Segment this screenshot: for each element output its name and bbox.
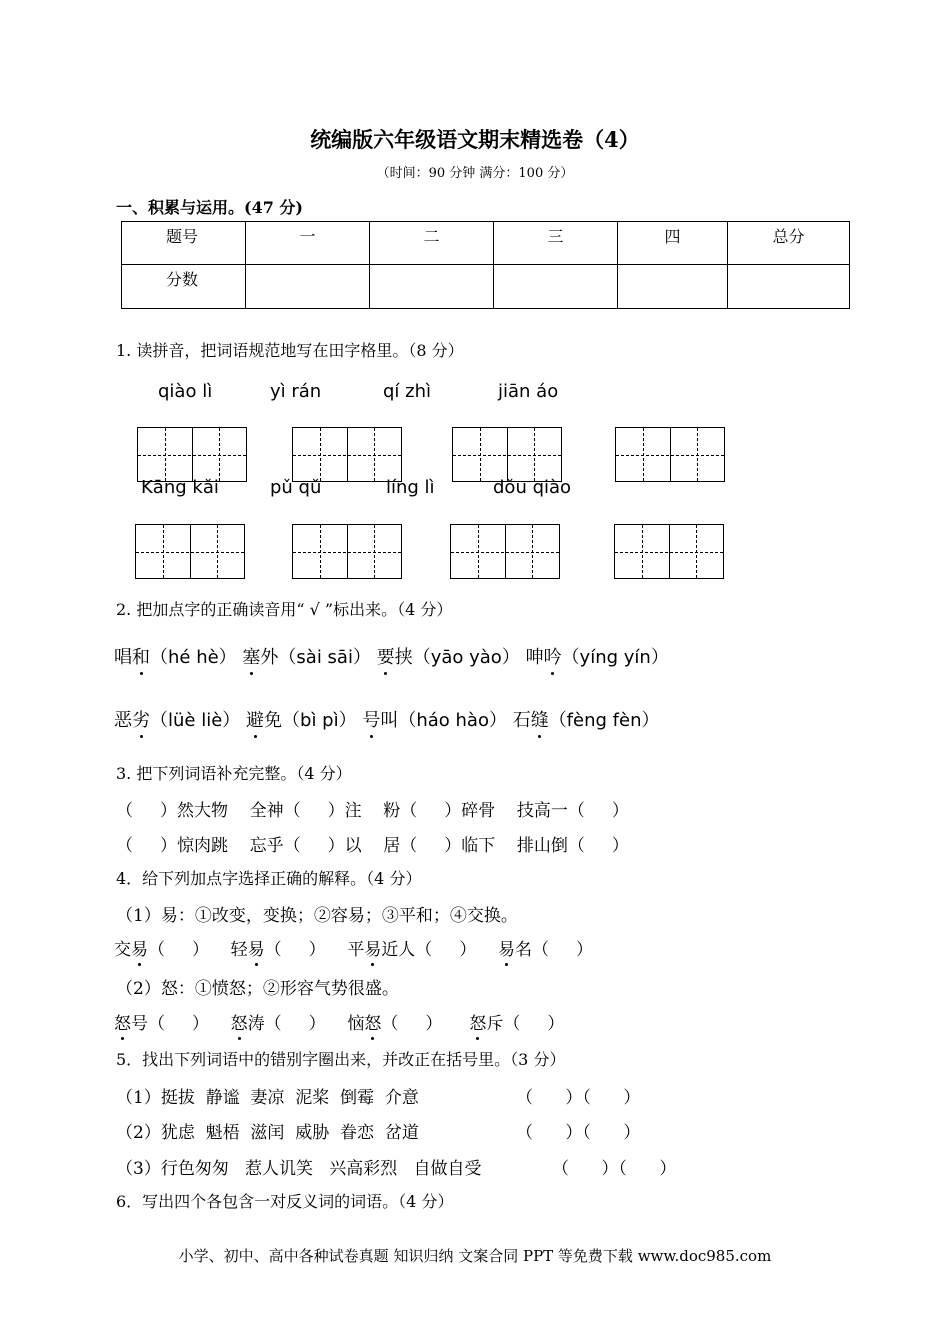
score-header-cell: 四 bbox=[618, 222, 728, 265]
pinyin-label: dǒu qiào bbox=[493, 477, 572, 498]
section-1-heading: 一、积累与运用。(47 分) bbox=[116, 198, 303, 217]
choice-item: 恼怒（ ） bbox=[347, 1014, 442, 1034]
tianzige-box[interactable] bbox=[135, 524, 245, 579]
tianzige-box[interactable] bbox=[450, 524, 560, 579]
question-3: 3. 把下列词语补充完整。（4 分） bbox=[116, 764, 352, 783]
question-4-sub2-items bbox=[114, 1009, 564, 1034]
tianzige-box[interactable] bbox=[137, 427, 247, 482]
pinyin-label: yì rán bbox=[270, 381, 322, 402]
choice-item: 平易近人（ ） bbox=[347, 940, 476, 960]
question-5: 5．找出下列词语中的错别字圈出来，并改正在括号里。（3 分） bbox=[116, 1050, 566, 1069]
page-title: 统编版六年级语文期末精选卷（4） bbox=[310, 127, 640, 152]
choice-item: 怒斥（ ） bbox=[469, 1014, 564, 1034]
reading-item: 石缝（fèng fèn） bbox=[513, 710, 660, 731]
reading-item: 号叫（háo hào） bbox=[362, 710, 507, 731]
reading-item: 塞外（sài sāi） bbox=[242, 647, 371, 668]
tianzige-box[interactable] bbox=[292, 524, 402, 579]
pinyin-label: qí zhì bbox=[383, 381, 432, 402]
pinyin-label: pǔ qǔ bbox=[270, 477, 322, 498]
question-1: 1. 读拼音，把词语规范地写在田字格里。（8 分） bbox=[116, 341, 464, 360]
pinyin-label: líng lì bbox=[386, 477, 435, 498]
exam-info: （时间：90 分钟 满分：100 分） bbox=[376, 166, 574, 181]
question-4-sub1-items bbox=[114, 935, 593, 960]
typo-row: （1）挺拔 静谧 妻凉 泥桨 倒霉 介意 bbox=[116, 1088, 419, 1108]
score-cell[interactable] bbox=[494, 265, 618, 309]
score-header-cell: 二 bbox=[370, 222, 494, 265]
question-4: 4．给下列加点字选择正确的解释。（4 分） bbox=[116, 869, 422, 888]
footer-note: 小学、初中、高中各种试卷真题 知识归纳 文案合同 PPT 等免费下载 www.doc985.com bbox=[178, 1247, 772, 1265]
score-header-cell: 一 bbox=[246, 222, 370, 265]
question-2: 2. 把加点字的正确读音用“ √ ”标出来。（4 分） bbox=[116, 600, 453, 619]
tianzige-box[interactable] bbox=[615, 427, 725, 482]
tianzige-box[interactable] bbox=[292, 427, 402, 482]
score-cell[interactable] bbox=[618, 265, 728, 309]
reading-line-2 bbox=[114, 706, 659, 732]
reading-item: 恶劣（lüè liè） bbox=[114, 710, 240, 731]
pinyin-label: qiào lì bbox=[158, 381, 213, 402]
typo-blanks[interactable]: （ ）（ ） bbox=[516, 1123, 641, 1143]
reading-item: 避免（bì pì） bbox=[246, 710, 357, 731]
score-header-cell: 总分 bbox=[728, 222, 850, 265]
typo-blanks[interactable]: （ ）（ ） bbox=[516, 1088, 641, 1108]
typo-row: （3）行色匆匆 惹人讥笑 兴高彩烈 自做自受 bbox=[116, 1159, 482, 1179]
score-cell[interactable] bbox=[728, 265, 850, 309]
reading-item: 唱和（hé hè） bbox=[114, 647, 237, 668]
score-header-cell: 题号 bbox=[122, 222, 246, 265]
typo-row: （2）犹虑 魁梧 滋闰 威胁 眷恋 岔道 bbox=[116, 1123, 419, 1143]
score-row-label: 分数 bbox=[122, 265, 246, 309]
tianzige-box[interactable] bbox=[614, 524, 724, 579]
question-4-sub2: （2）怒：①愤怒；②形容气势很盛。 bbox=[116, 979, 399, 999]
typo-blanks[interactable]: （ ）（ ） bbox=[552, 1159, 677, 1179]
reading-item: 呻吟（yíng yín） bbox=[526, 647, 669, 668]
idiom-row-2: （ ）惊肉跳 忘乎（ ）以 居（ ）临下 排山倒（ ） bbox=[116, 836, 629, 856]
question-6: 6．写出四个各包含一对反义词的词语。（4 分） bbox=[116, 1192, 454, 1211]
pinyin-label: jiān áo bbox=[498, 381, 559, 402]
score-header-cell: 三 bbox=[494, 222, 618, 265]
score-cell[interactable] bbox=[370, 265, 494, 309]
pinyin-label: Kāng kǎi bbox=[141, 477, 219, 498]
score-table bbox=[121, 221, 850, 309]
reading-line-1 bbox=[114, 643, 669, 669]
choice-item: 交易（ ） bbox=[114, 940, 209, 960]
choice-item: 易名（ ） bbox=[498, 940, 593, 960]
choice-item: 怒涛（ ） bbox=[231, 1014, 326, 1034]
score-cell[interactable] bbox=[246, 265, 370, 309]
tianzige-box[interactable] bbox=[452, 427, 562, 482]
reading-item: 要挟（yāo yào） bbox=[377, 647, 520, 668]
question-4-sub1: （1）易：①改变，变换；②容易；③平和；④交换。 bbox=[116, 906, 518, 926]
choice-item: 怒号（ ） bbox=[114, 1014, 209, 1034]
idiom-row-1: （ ）然大物 全神（ ）注 粉（ ）碎骨 技高一（ ） bbox=[116, 801, 629, 821]
choice-item: 轻易（ ） bbox=[231, 940, 326, 960]
